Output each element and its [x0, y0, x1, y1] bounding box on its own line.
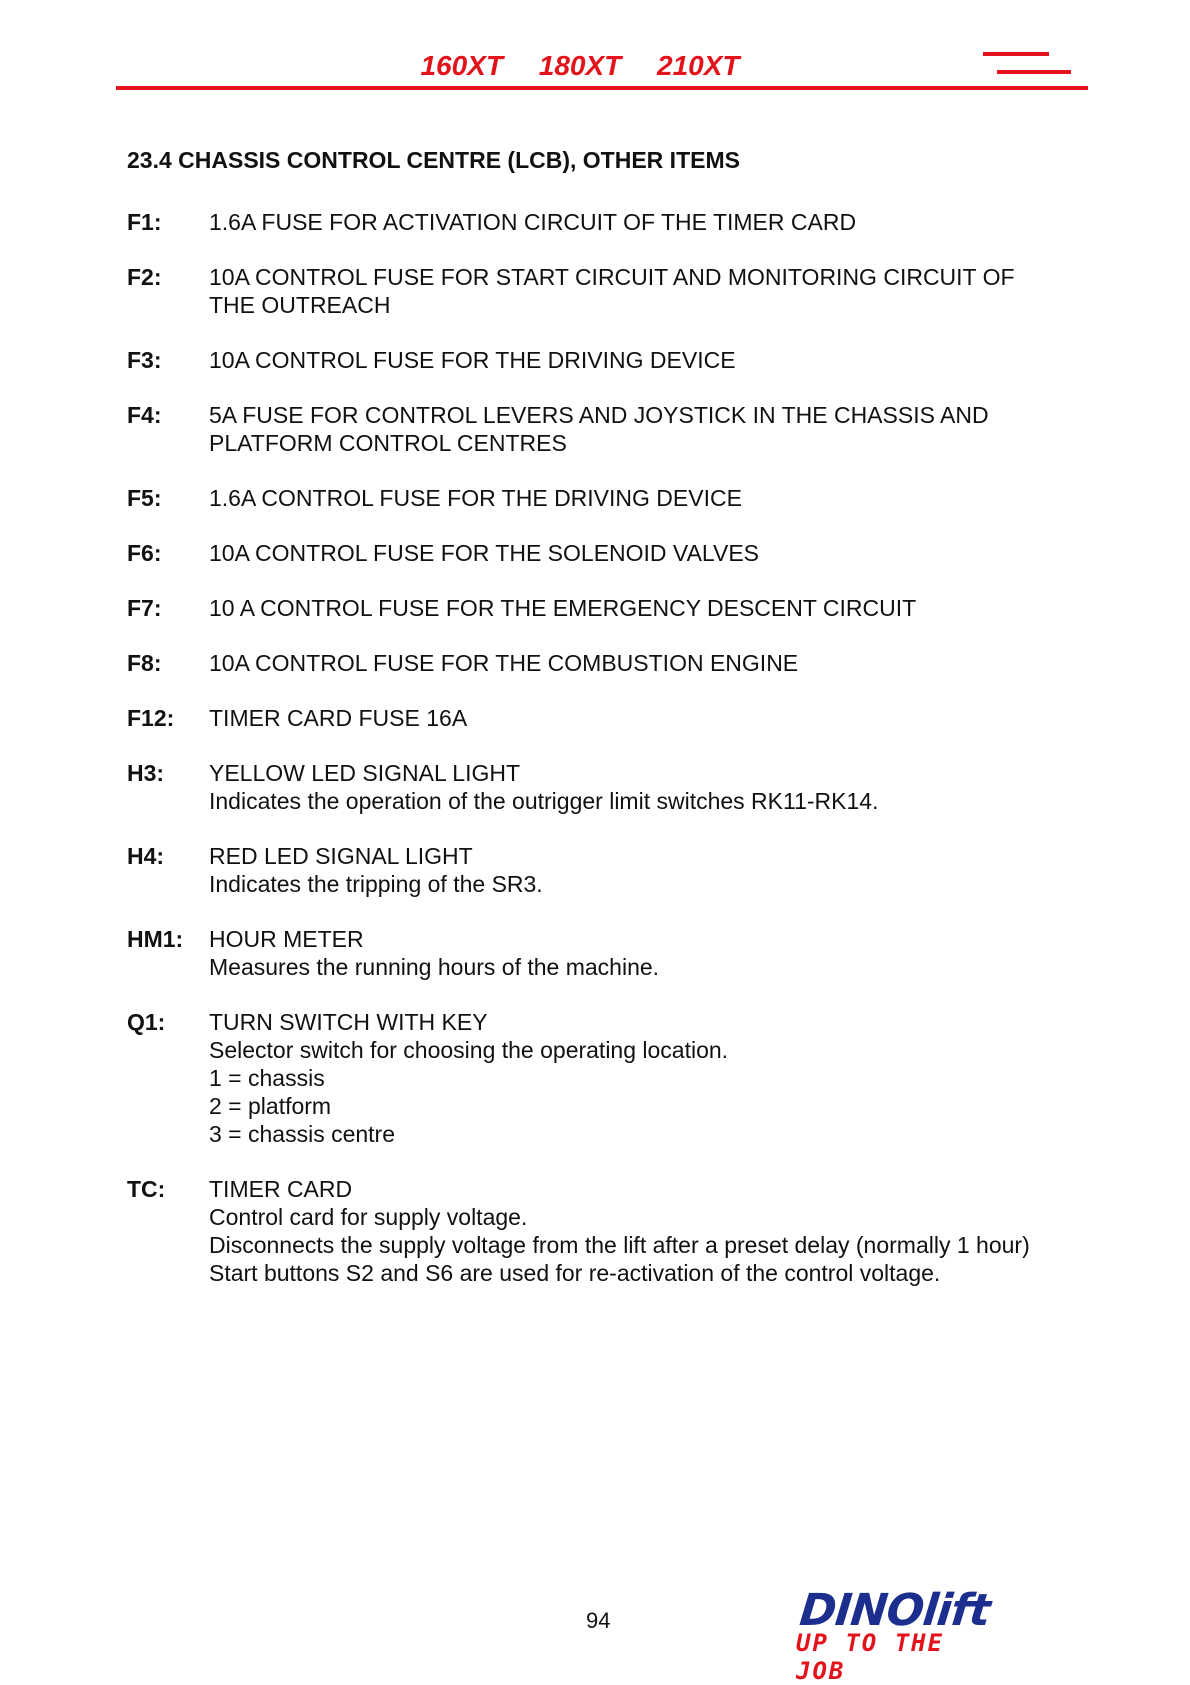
item-description	[209, 594, 1087, 622]
list-item	[127, 1175, 1087, 1287]
item-description-line: Control card for supply voltage.	[209, 1204, 528, 1230]
item-description-line: Disconnects the supply voltage from the lift after a preset delay (normally 1 hour)	[209, 1232, 1030, 1258]
item-description-line: Indicates the operation of the outrigger limit switches RK11-RK14.	[209, 788, 879, 814]
list-item	[127, 208, 1087, 236]
item-code: TC:	[127, 1176, 166, 1202]
item-description-line: 10 A CONTROL FUSE FOR THE EMERGENCY DESCENT CIRCUIT	[209, 595, 917, 621]
item-description-line: 1 = chassis	[209, 1065, 325, 1091]
dinolift-logo	[796, 1585, 1006, 1685]
list-item	[127, 704, 1087, 732]
list-item	[127, 842, 1087, 898]
item-description	[209, 649, 1087, 677]
item-code: F2:	[127, 264, 162, 290]
item-code: F12:	[127, 705, 175, 731]
item-description	[209, 401, 1087, 457]
page-number: 94	[586, 1608, 611, 1633]
item-description-line: PLATFORM CONTROL CENTRES	[209, 430, 567, 456]
model-160xt: 160XT	[420, 50, 503, 81]
item-code: H3:	[127, 760, 165, 786]
item-description-line: Measures the running hours of the machine.	[209, 954, 660, 980]
item-description	[209, 759, 1087, 815]
logo-wordmark: DINOlift	[797, 1585, 993, 1636]
item-description	[209, 925, 1087, 981]
item-code: HM1:	[127, 926, 184, 952]
item-description	[209, 1008, 1087, 1148]
item-description	[209, 208, 1087, 236]
item-description-line: YELLOW LED SIGNAL LIGHT	[209, 760, 521, 786]
item-description	[209, 704, 1087, 732]
list-item	[127, 484, 1087, 512]
item-description-line: 10A CONTROL FUSE FOR START CIRCUIT AND MONITORING CIRCUIT OF	[209, 264, 1015, 290]
item-description-line: 1.6A FUSE FOR ACTIVATION CIRCUIT OF THE TIMER CARD	[209, 209, 857, 235]
item-description-line: HOUR METER	[209, 926, 364, 952]
item-description	[209, 1175, 1087, 1287]
item-description-line: 3 = chassis centre	[209, 1121, 396, 1147]
item-description-line: TURN SWITCH WITH KEY	[209, 1009, 488, 1035]
item-description	[209, 842, 1087, 898]
item-code: F5:	[127, 485, 162, 511]
item-description-line: RED LED SIGNAL LIGHT	[209, 843, 473, 869]
list-item	[127, 1008, 1087, 1148]
logo-tagline: UP TO THE JOB	[796, 1629, 945, 1685]
header-mark-line-bottom	[997, 70, 1071, 74]
item-description-line: THE OUTREACH	[209, 292, 391, 318]
list-item	[127, 401, 1087, 457]
header-rule	[116, 86, 1088, 90]
item-description-line: 10A CONTROL FUSE FOR THE DRIVING DEVICE	[209, 347, 736, 373]
item-code: Q1:	[127, 1009, 166, 1035]
list-item	[127, 346, 1087, 374]
item-description-line: 10A CONTROL FUSE FOR THE COMBUSTION ENGINE	[209, 650, 799, 676]
item-code: F7:	[127, 595, 162, 621]
item-description-line: TIMER CARD	[209, 1176, 353, 1202]
item-code: F6:	[127, 540, 162, 566]
item-description-line: Start buttons S2 and S6 are used for re-activation of the control voltage.	[209, 1260, 941, 1286]
list-item	[127, 263, 1087, 319]
list-item	[127, 649, 1087, 677]
list-item	[127, 539, 1087, 567]
item-description-line: 1.6A CONTROL FUSE FOR THE DRIVING DEVICE	[209, 485, 742, 511]
model-210xt: 210XT	[657, 50, 740, 81]
item-description	[209, 263, 1087, 319]
item-description-line: 2 = platform	[209, 1093, 332, 1119]
item-description	[209, 539, 1087, 567]
item-description	[209, 346, 1087, 374]
section-title: 23.4 CHASSIS CONTROL CENTRE (LCB), OTHER ITEMS	[127, 147, 740, 173]
item-description-line: 10A CONTROL FUSE FOR THE SOLENOID VALVES	[209, 540, 760, 566]
item-description-line: TIMER CARD FUSE 16A	[209, 705, 468, 731]
list-item	[127, 925, 1087, 981]
item-description-line: Selector switch for choosing the operating location.	[209, 1037, 729, 1063]
item-description-line: 5A FUSE FOR CONTROL LEVERS AND JOYSTICK IN THE CHASSIS AND	[209, 402, 989, 428]
item-code: F4:	[127, 402, 162, 428]
model-180xt: 180XT	[538, 50, 622, 81]
item-list	[127, 208, 1087, 1314]
item-code: F1:	[127, 209, 162, 235]
item-code: H4:	[127, 843, 165, 869]
item-code: F8:	[127, 650, 162, 676]
item-code: F3:	[127, 347, 162, 373]
header-mark-line-top	[983, 52, 1049, 56]
list-item	[127, 759, 1087, 815]
item-description-line: Indicates the tripping of the SR3.	[209, 871, 543, 897]
item-description	[209, 484, 1087, 512]
list-item	[127, 594, 1087, 622]
